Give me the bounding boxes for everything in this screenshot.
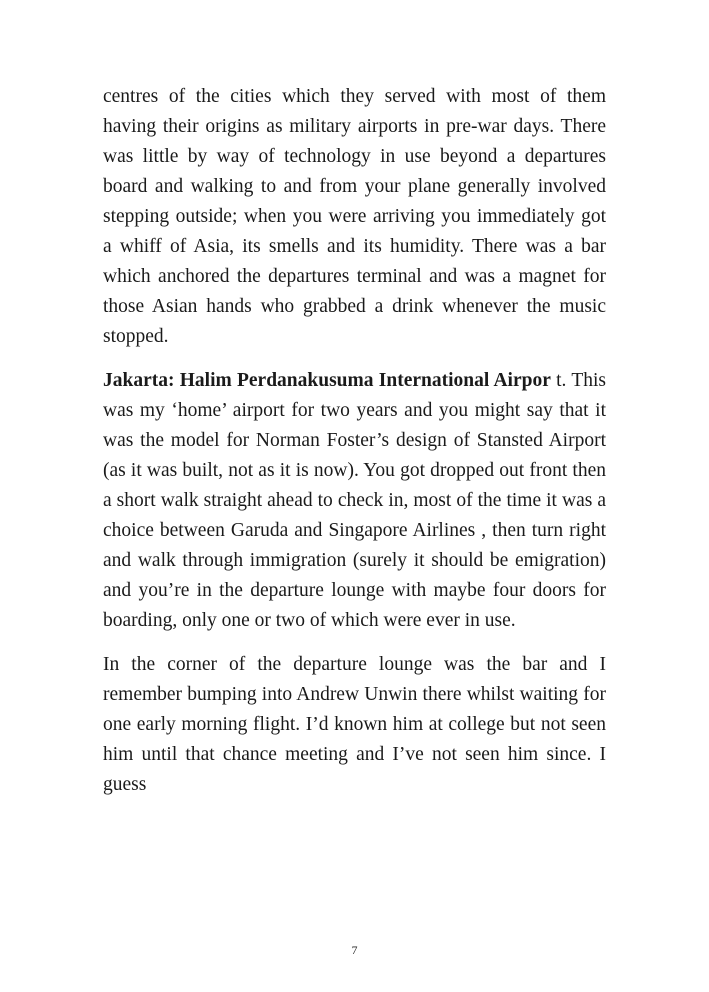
page-number: 7 — [351, 943, 358, 957]
paragraph-1: centres of the cities which they served with most of them having their origins as military airports in pre-war days. There was little by way of technology in use beyond a departures board and walking to and from your plane generally involved stepping outside; when you were arriving you immediately got a whiff of Asia, its smells and its humidity. There was a bar which anchored the departures terminal and was a magnet for those Asian hands who grabbed a drink whenever the music stopped. — [103, 86, 606, 347]
page-body-text — [103, 82, 606, 800]
paragraph-2-body: t. This was my ‘home’ airport for two years and you might say that it was the model for Norman Foster’s design of Stansted Airport (as it was built, not as it is now). You got dropped out front then a short walk straight ahead to check in, most of the time it was a choice between Garuda and Singapore Airlines , then turn right and walk through immigration (surely it should be emigration) and you’re in the departure lounge with maybe four doors for boarding, only one or two of which were ever in use. — [103, 370, 606, 631]
paragraph-3: In the corner of the departure lounge was the bar and I remember bumping into Andrew Unwin there whilst waiting for one early morning flight. I’d known him at college but not seen him until that chance meeting and I’ve not seen him since. I guess — [103, 654, 606, 795]
paragraph-2-bold-lead: Jakarta: Halim Perdanakusuma International Airpor — [103, 370, 551, 391]
paragraph-2 — [103, 366, 606, 636]
